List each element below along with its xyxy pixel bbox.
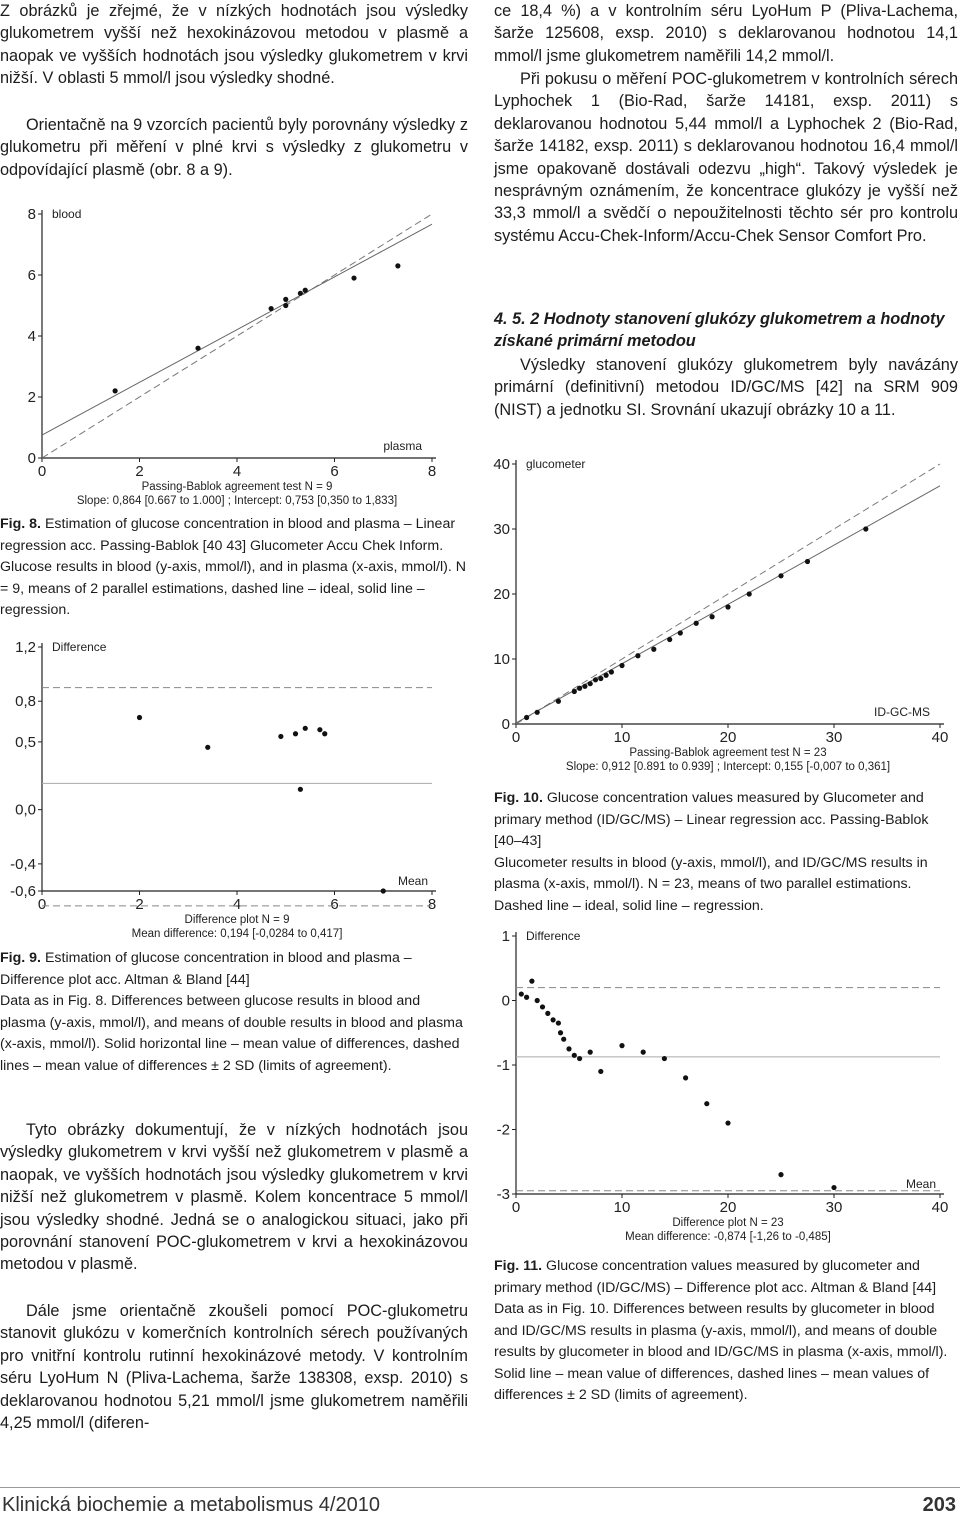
x-tick-label: 0 xyxy=(37,463,47,480)
data-point xyxy=(598,1069,603,1074)
data-point xyxy=(619,663,624,668)
caption-text: Data as in Fig. 8. Differences between glucose results in blood and plasma (y-axis, mmol/l), and means of double results in blood and plasma (x-axis, mmol/l). Solid horizontal line – mean value of differences, dashed lines – mean value of differences ± 2 SD (limits of agreement). xyxy=(0,993,463,1074)
mean-label: Mean xyxy=(397,874,428,888)
y-tick-label: 30 xyxy=(493,521,510,538)
chart-annotation: Mean difference: -0,874 [-1,26 to -0,485] xyxy=(625,1231,831,1243)
data-point xyxy=(545,1011,550,1016)
data-point xyxy=(283,297,288,302)
fig10-chart xyxy=(494,452,958,782)
data-point xyxy=(195,346,200,351)
data-point xyxy=(298,787,303,792)
data-point xyxy=(619,1043,624,1048)
data-point xyxy=(641,1050,646,1055)
y-tick-label: 4 xyxy=(27,328,36,345)
data-point xyxy=(593,677,598,682)
x-tick-label: 4 xyxy=(232,463,242,480)
data-point xyxy=(588,1050,593,1055)
data-point xyxy=(381,888,386,893)
data-point xyxy=(694,621,699,626)
x-tick-label: 6 xyxy=(330,463,339,480)
chart-annotation: Slope: 0,864 [0.667 to 1.000] ; Intercept: 0,753 [0,350 to 1,833] xyxy=(76,495,398,507)
data-point xyxy=(678,630,683,635)
data-point xyxy=(317,727,322,732)
data-point xyxy=(535,998,540,1003)
data-point xyxy=(283,303,288,308)
paragraph: Dále jsme orientačně zkoušeli pomocí POC-glukometru stanovit glukózu v komerčních kontrolních sérech používaných pro vnitřní kontrolu rutinní hexokinázové metody. V kontrolním séru LyoHum N (Pliva-Lachema, šarže 138308, exsp. 2010) s deklarovanou hodnotou 5,21 mmol/l jsme glukometrem naměřili 4,25 mmol/l (diferen- xyxy=(0,1302,468,1433)
caption-text: Estimation of glucose concentration in blood and plasma – Linear regression acc. Passing-Bablok [40 43] Glucometer Accu Chek Inform. Glucose results in blood (y-axis, mmol/l), and in plasma (x-axis, mmol/l). N = 9, means of 2 parallel estimations, dashed line – ideal, solid line – regression. xyxy=(0,516,466,618)
figure-number: Fig. 11. xyxy=(494,1258,543,1274)
paragraph: Z obrázků je zřejmé, že v nízkých hodnotách jsou výsledky glukometrem vyšší než hexokinázovou metodou v plasmě a naopak ve vyšších hodnotách jsou výsledky glukometrem v krvi nižší. V oblasti 5 mmol/l jsou výsledky shodné. xyxy=(0,2,468,88)
data-point xyxy=(303,726,308,731)
data-point xyxy=(519,991,524,996)
data-point xyxy=(667,637,672,642)
paragraph: Tyto obrázky dokumentují, že v nízkých hodnotách jsou výsledky glukometrem v krvi vyšší než glukometrem v plasmě a naopak, ve vyšších hodnotách jsou výsledky glukometrem v krvi nižší než glukometrem v plasmě. Kolem koncentrace 5 mmol/l jsou výsledky shodné. Jedná se o analogickou situaci, jako při porovnání stanovení POC-glukometrem v krvi a hexokinázovou metodou v plasmě. xyxy=(0,1121,468,1274)
y-tick-label: -3 xyxy=(496,1186,510,1203)
section-heading: 4. 5. 2 Hodnoty stanovení glukózy glukometrem a hodnoty získané primární metodou xyxy=(494,310,945,351)
fig8-chart xyxy=(20,200,460,505)
x-tick-label: 0 xyxy=(37,896,47,913)
y-tick-label: -2 xyxy=(496,1121,510,1139)
data-point xyxy=(351,275,356,280)
caption-text: Glucose concentration values measured by glucometer and primary method (ID/GC/MS) – Difference plot acc. Altman & Bland [44] xyxy=(494,1258,937,1296)
x-tick-label: 4 xyxy=(232,896,242,913)
page-number: 203 xyxy=(922,1494,956,1516)
data-point xyxy=(395,263,400,268)
data-point xyxy=(303,288,308,293)
data-point xyxy=(137,715,142,720)
x-tick-label: 0 xyxy=(511,729,521,746)
x-axis-label: ID-GC-MS xyxy=(874,705,930,719)
journal-name: Klinická biochemie a metabolismus 4/2010 xyxy=(2,1494,380,1516)
data-point xyxy=(609,669,614,674)
figure-8-caption xyxy=(0,514,468,622)
caption-text: Data as in Fig. 10. Differences between results by glucometer in blood and ID/GC/MS results in plasma (y-axis, mmol/l), and means of double results by glucometer in blood and ID/GC/MS in plasma (x-axis, mmol/l). Solid line – mean value of differences, dashed lines – mean values of differences ± 2 SD (limits of agreement). xyxy=(494,1301,948,1403)
figure-10 xyxy=(494,452,958,787)
mean-label: Mean xyxy=(905,1177,936,1191)
ideal-line xyxy=(516,464,940,724)
y-axis-label: glucometer xyxy=(526,457,586,471)
caption-text: Estimation of glucose concentration in blood and plasma – Difference plot acc. Altman & Bland [44] xyxy=(0,950,412,988)
y-tick-label: 40 xyxy=(493,456,510,473)
data-point xyxy=(535,710,540,715)
y-tick-label: 6 xyxy=(27,267,36,284)
data-point xyxy=(683,1075,688,1080)
data-point xyxy=(293,731,298,736)
data-point xyxy=(863,526,868,531)
figure-10-caption xyxy=(494,788,958,917)
data-point xyxy=(561,1037,566,1042)
x-tick-label: 0 xyxy=(511,1199,521,1216)
data-point xyxy=(747,591,752,596)
caption-text: Glucose concentration values measured by Glucometer and primary method (ID/GC/MS) – Linear regression acc. Passing-Bablok [40–43] xyxy=(494,790,929,849)
x-tick-label: 2 xyxy=(135,463,144,480)
data-point xyxy=(598,676,603,681)
paragraph: ce 18,4 %) a v kontrolním séru LyoHum P (Pliva-Lachema, šarže 125608, exsp. 2010) s deklarovanou hodnotou 14,1 mmol/l jsme glukometrem naměřili 14,2 mmol/l. xyxy=(494,2,958,65)
page-footer xyxy=(0,1487,960,1521)
data-point xyxy=(524,995,529,1000)
figure-8 xyxy=(20,200,460,510)
figure-9 xyxy=(10,635,460,945)
data-point xyxy=(540,1004,545,1009)
x-tick-label: 40 xyxy=(931,729,949,746)
x-tick-label: 20 xyxy=(719,1199,737,1216)
data-point xyxy=(725,1120,730,1125)
paragraph: Při pokusu o měření POC-glukometrem v kontrolních sérech Lyphochek 1 (Bio-Rad, šarže 14181, exsp. 2011) s deklarovanou hodnotou 5,44 mmol/l a Lyphochek 2 (Bio-Rad, šarže 14182, exsp. 2011) s deklarovanou hodnotou 16,4 mmol/l jsme opakovaně dostávali odezvu „high“. Takový výsledek je nesprávným oznámením, že koncentrace glukózy je vyšší než 33,3 mmol/l a svědčí o nepoužitelnosti těchto sér pro kontrolu systému Accu-Chek-Inform/Accu-Chek Sensor Comfort Pro. xyxy=(494,70,958,245)
figure-11 xyxy=(494,922,958,1257)
y-tick-label: 0 xyxy=(501,716,510,733)
data-point xyxy=(651,647,656,652)
x-tick-label: 30 xyxy=(825,1199,843,1216)
data-point xyxy=(662,1056,667,1061)
figure-9-caption xyxy=(0,948,468,1077)
ideal-line xyxy=(42,214,432,458)
data-point xyxy=(572,1053,577,1058)
y-axis-label: Difference xyxy=(52,640,107,654)
data-point xyxy=(322,731,327,736)
data-point xyxy=(269,306,274,311)
data-point xyxy=(635,653,640,658)
data-point xyxy=(278,734,283,739)
y-tick-label: 20 xyxy=(493,586,510,603)
paragraph: Orientačně na 9 vzorcích pacientů byly porovnány výsledky z glukometru při měření v plné krvi s výsledky z glukometru v odpovídající plasmě (obr. 8 a 9). xyxy=(0,116,468,179)
chart-annotation: Difference plot N = 9 xyxy=(184,914,290,926)
y-tick-label: 0 xyxy=(27,450,36,467)
fig11-chart xyxy=(494,922,958,1252)
chart-annotation: Difference plot N = 23 xyxy=(672,1217,784,1229)
x-tick-label: 10 xyxy=(613,1199,631,1216)
chart-annotation: Slope: 0,912 [0.891 to 0.939] ; Intercept: 0,155 [-0,007 to 0,361] xyxy=(565,761,891,773)
figure-number: Fig. 9. xyxy=(0,950,41,966)
chart-annotation: Passing-Bablok agreement test N = 9 xyxy=(141,481,333,493)
y-tick-label: 10 xyxy=(493,651,510,668)
data-point xyxy=(604,673,609,678)
data-point xyxy=(556,699,561,704)
regression-line xyxy=(42,224,432,435)
caption-text: Glucometer results in blood (y-axis, mmol/l), and ID/GC/MS results in plasma (x-axis, mmol/l). N = 23, means of two parallel estimations. Dashed line – ideal, solid line – regression. xyxy=(494,854,928,914)
y-tick-label: 8 xyxy=(27,206,36,223)
x-tick-label: 2 xyxy=(135,896,144,913)
data-point xyxy=(205,745,210,750)
y-tick-label: -0,4 xyxy=(10,855,36,873)
x-tick-label: 40 xyxy=(931,1199,949,1216)
data-point xyxy=(704,1101,709,1106)
paragraph: Výsledky stanovení glukózy glukometrem byly navázány primární (definitivní) metodou ID/GC/MS [42] na SRM 909 (NIST) a jednotku SI. Srovnání ukazují obrázky 10 a 11. xyxy=(494,356,958,419)
x-tick-label: 8 xyxy=(427,896,437,913)
x-tick-label: 10 xyxy=(613,729,631,746)
y-axis-label: blood xyxy=(52,207,82,221)
y-tick-label: -1 xyxy=(496,1057,510,1074)
figure-number: Fig. 10. xyxy=(494,790,543,806)
figure-11-caption xyxy=(494,1256,958,1407)
x-tick-label: 20 xyxy=(719,729,737,746)
y-axis-label: Difference xyxy=(526,929,581,943)
y-tick-label: 1 xyxy=(501,928,510,945)
data-point xyxy=(577,1056,582,1061)
fig9-chart xyxy=(10,635,460,940)
chart-annotation: Passing-Bablok agreement test N = 23 xyxy=(629,747,827,759)
data-point xyxy=(710,614,715,619)
data-point xyxy=(725,604,730,609)
data-point xyxy=(524,715,529,720)
data-point xyxy=(572,689,577,694)
y-tick-label: 0,0 xyxy=(15,801,36,819)
data-point xyxy=(551,1017,556,1022)
data-point xyxy=(778,573,783,578)
data-point xyxy=(558,1030,563,1035)
data-point xyxy=(582,684,587,689)
data-point xyxy=(805,559,810,564)
y-tick-label: 0,8 xyxy=(15,693,36,711)
data-point xyxy=(577,686,582,691)
y-tick-label: 0,5 xyxy=(15,733,36,751)
y-tick-label: -0,6 xyxy=(10,883,36,900)
figure-number: Fig. 8. xyxy=(0,516,41,532)
x-tick-label: 8 xyxy=(427,463,437,480)
y-tick-label: 1,2 xyxy=(15,639,36,656)
chart-annotation: Mean difference: 0,194 [-0,0284 to 0,417] xyxy=(131,928,343,940)
x-tick-label: 6 xyxy=(330,896,339,913)
data-point xyxy=(556,1020,561,1025)
data-point xyxy=(778,1172,783,1177)
x-axis-label: plasma xyxy=(383,439,422,453)
data-point xyxy=(588,681,593,686)
x-tick-label: 30 xyxy=(825,729,843,746)
data-point xyxy=(566,1046,571,1051)
y-tick-label: 2 xyxy=(27,389,36,406)
data-point xyxy=(831,1185,836,1190)
data-point xyxy=(529,979,534,984)
data-point xyxy=(298,291,303,296)
y-tick-label: 0 xyxy=(501,992,510,1010)
data-point xyxy=(113,388,118,393)
